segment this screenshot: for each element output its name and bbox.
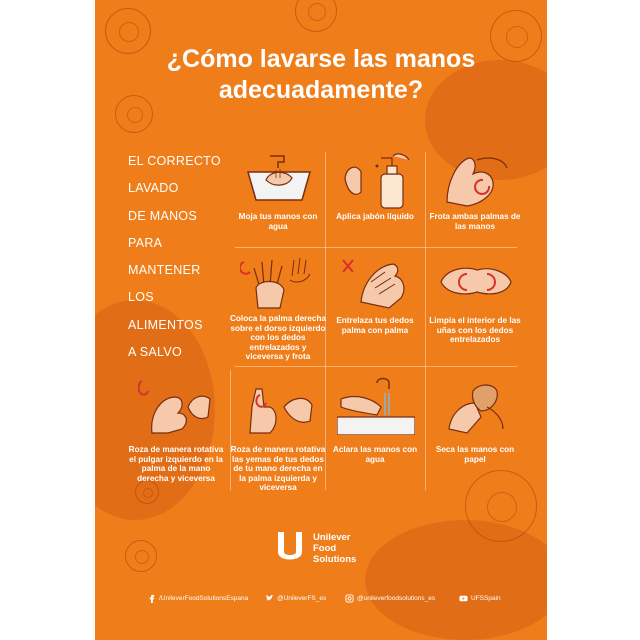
twitter-icon	[265, 594, 274, 603]
step-caption: Frota ambas palmas de las manos	[429, 212, 521, 231]
palm-over-back-icon	[240, 252, 318, 310]
background-blob	[365, 520, 547, 640]
grid-divider	[235, 366, 517, 367]
interlaced-fingers-icon	[337, 252, 415, 310]
page-title	[95, 44, 547, 106]
dry-hands-paper-icon	[437, 377, 515, 435]
logo-text	[313, 532, 383, 565]
social-instagram[interactable]	[345, 592, 435, 606]
social-label: @UnileverFS_es	[277, 595, 327, 602]
step-caption: Aclara las manos con agua	[332, 445, 418, 464]
title-line-1: ¿Cómo lavarse las manos	[166, 45, 476, 73]
intro-line: EL CORRECTO	[128, 154, 221, 168]
step-caption: Roza de manera rotativa el pulgar izquierdo en la palma de la mano derecha y viceversa	[128, 445, 224, 483]
step-caption: Entrelaza tus dedos palma con palma	[336, 316, 414, 335]
thumb-rotation-icon	[138, 377, 216, 435]
title-line-2: adecuadamente?	[218, 76, 424, 104]
intro-line: ALIMENTOS	[128, 317, 203, 332]
step-caption: Aplica jabón líquido	[336, 212, 414, 221]
logo-line: Solutions	[313, 554, 357, 565]
virus-icon	[465, 470, 537, 542]
step-caption: Coloca la palma derecha sobre el dorso izquierdo con los dedos entrelazados y viceversa y frota	[230, 314, 327, 362]
hands-under-tap-icon	[240, 152, 318, 210]
intro-text	[128, 148, 228, 366]
virus-icon	[125, 540, 157, 572]
step-caption: Roza de manera rotativa las yemas de tus dedos de tu mano derecha en la palma izquierda y viceversa	[230, 445, 326, 493]
virus-icon	[135, 480, 159, 504]
grid-divider	[235, 247, 517, 248]
intro-line: LAVADO	[128, 181, 179, 196]
step-caption: Moja tus manos con agua	[238, 212, 318, 231]
fingertips-rotation-icon	[240, 377, 318, 435]
soap-dispenser-icon	[337, 152, 415, 210]
rubbing-palms-icon	[437, 152, 515, 210]
intro-line: LOS	[128, 290, 154, 305]
rinse-hands-icon	[337, 377, 415, 435]
unilever-logo-icon	[275, 530, 305, 566]
social-twitter[interactable]	[265, 592, 326, 606]
step-caption: Limpia el interior de las uñas con los dedos entrelazados	[429, 316, 521, 345]
social-label: /UnileverFoodSolutionsEspana	[159, 595, 249, 602]
logo-line: Food	[313, 543, 337, 554]
social-youtube[interactable]	[459, 592, 501, 606]
social-label: @unileverfoodsolutions_es	[357, 595, 436, 602]
intro-line: MANTENER	[128, 263, 201, 278]
social-label: UFSSpain	[471, 595, 501, 602]
intro-line: A SALVO	[128, 345, 182, 360]
clasped-fingers-icon	[437, 252, 515, 310]
social-facebook[interactable]	[147, 592, 248, 606]
instagram-icon	[345, 594, 354, 603]
youtube-icon	[459, 594, 468, 603]
poster	[95, 0, 547, 640]
grid-divider	[425, 152, 426, 490]
step-caption: Seca las manos con papel	[435, 445, 515, 464]
intro-line: PARA	[128, 235, 163, 250]
facebook-icon	[147, 594, 156, 603]
intro-line: DE MANOS	[128, 208, 198, 223]
virus-icon	[295, 0, 337, 32]
logo-line: Unilever	[313, 532, 351, 543]
